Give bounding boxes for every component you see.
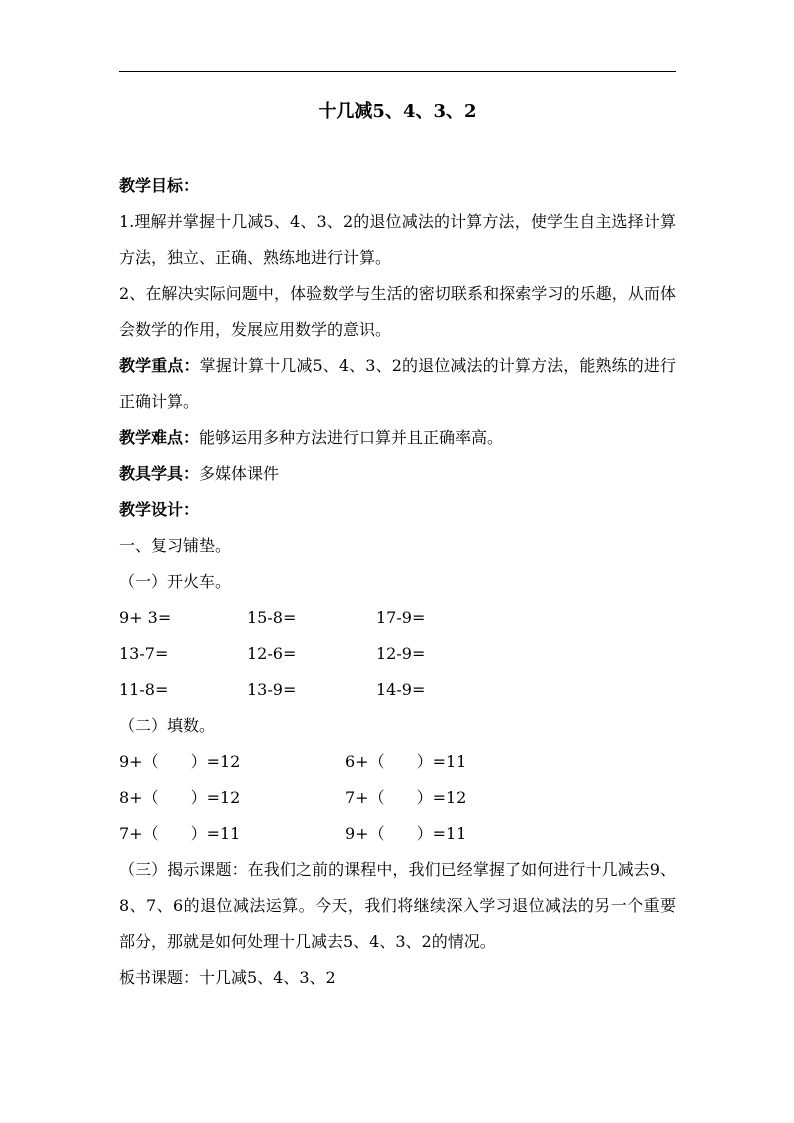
train-cell: 11-8= — [119, 680, 169, 699]
fill-row-1 — [119, 744, 676, 780]
train-cell: 9+ 3= — [119, 608, 172, 627]
fill-cell: 7+（ ）=12 — [345, 788, 467, 807]
goal-item-2: 2、在解决实际问题中，体验数学与生活的密切联系和探索学习的乐趣，从而体会数学的作用，发展应用数学的意识。 — [119, 284, 676, 339]
page-title: 十几减5、4、3、2 — [318, 101, 477, 122]
key-point-paragraph — [119, 348, 676, 420]
train-cell: 15-8= — [247, 608, 297, 627]
fill-cell: 8+（ ）=12 — [119, 788, 241, 807]
key-point-label: 教学重点： — [119, 356, 200, 375]
train-cell: 13-9= — [247, 680, 297, 699]
document-body — [119, 168, 676, 996]
part-reveal-topic: （三）揭示课题：在我们之前的课程中，我们已经掌握了如何进行十几减去9、8、7、6的退位减法运算。今天，我们将继续深入学习退位减法的另一个重要部分，那就是如何处理十几减去5、4、3、2的情况。 — [119, 860, 676, 951]
tools-label: 教具学具： — [119, 464, 200, 483]
train-row-3 — [119, 672, 676, 708]
train-cell: 13-7= — [119, 644, 169, 663]
fill-row-3 — [119, 816, 676, 852]
fill-cell: 6+（ ）=11 — [345, 752, 467, 771]
fill-cell: 9+（ ）=11 — [345, 824, 467, 843]
train-cell: 17-9= — [376, 608, 426, 627]
train-row-1 — [119, 600, 676, 636]
section-review: 一、复习铺垫。 — [119, 536, 232, 555]
part-train: （一）开火车。 — [119, 572, 232, 591]
header-rule — [119, 71, 676, 72]
goal-item-1: 1.理解并掌握十几减5、4、3、2的退位减法的计算方法，使学生自主选择计算方法，独立、正确、熟练地进行计算。 — [119, 212, 676, 267]
fill-row-2 — [119, 780, 676, 816]
difficulty-text: 能够运用多种方法进行口算并且正确率高。 — [199, 428, 504, 447]
difficulty-paragraph — [119, 420, 676, 456]
tools-paragraph — [119, 456, 676, 492]
train-row-2 — [119, 636, 676, 672]
design-heading: 教学设计： — [119, 500, 200, 519]
tools-text: 多媒体课件 — [199, 464, 280, 483]
train-cell: 12-6= — [247, 644, 297, 663]
key-point-text: 掌握计算十几减5、4、3、2的退位减法的计算方法，能熟练的进行正确计算。 — [119, 356, 676, 411]
train-cell: 14-9= — [376, 680, 426, 699]
fill-cell: 7+（ ）=11 — [119, 824, 241, 843]
difficulty-label: 教学难点： — [119, 428, 200, 447]
train-cell: 12-9= — [376, 644, 426, 663]
fill-cell: 9+（ ）=12 — [119, 752, 241, 771]
board-title: 板书课题：十几减5、4、3、2 — [119, 968, 336, 987]
goals-heading: 教学目标： — [119, 176, 200, 195]
part-fill: （二）填数。 — [119, 716, 216, 735]
